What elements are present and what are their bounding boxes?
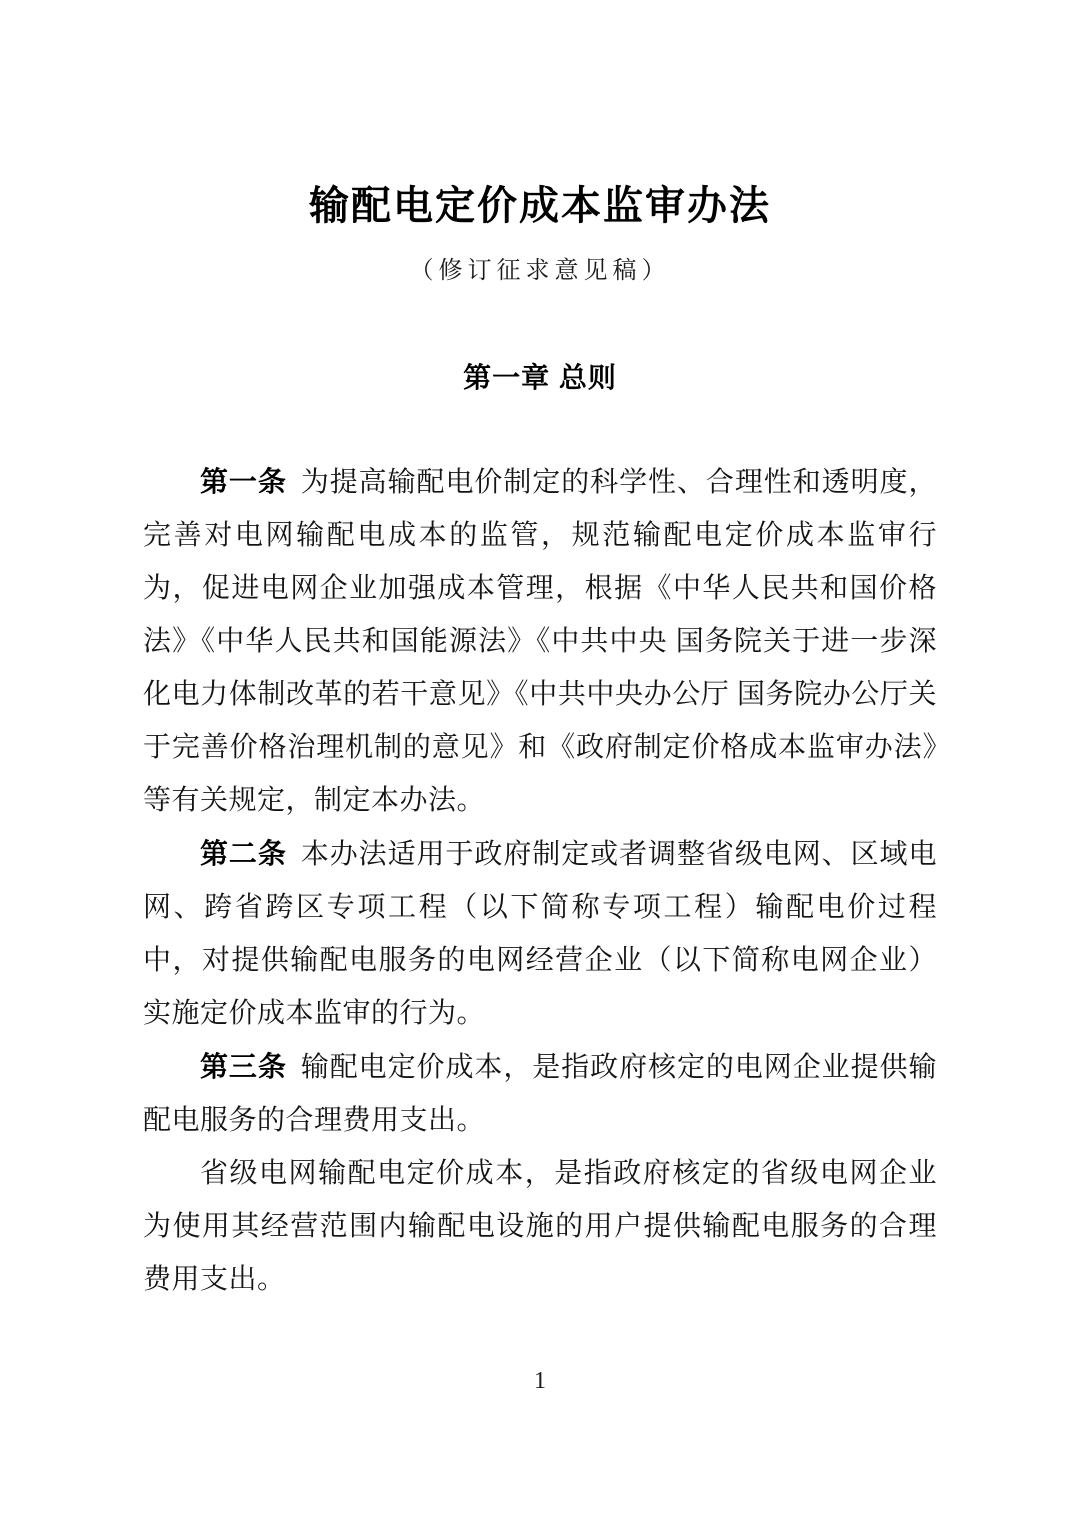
article-1-label: 第一条 <box>200 466 287 497</box>
paragraph-article-3 <box>143 1040 937 1147</box>
continuation-text: 省级电网输配电定价成本，是指政府核定的省级电网企业为使用其经营范围内输配电设施的用户提供输配电服务的合理费用支出。 <box>143 1158 937 1295</box>
article-2-label: 第二条 <box>200 838 287 869</box>
document-title: 输配电定价成本监审办法 <box>309 183 771 228</box>
document-body <box>143 455 937 1306</box>
paragraph-article-2 <box>143 827 937 1040</box>
article-3-text: 输配电定价成本，是指政府核定的电网企业提供输配电服务的合理费用支出。 <box>143 1052 937 1136</box>
paragraph-continuation <box>143 1147 937 1306</box>
page-number: 1 <box>534 1368 546 1394</box>
paragraph-article-1 <box>143 455 937 827</box>
document-subtitle: （修订征求意见稿） <box>409 258 671 284</box>
article-3-label: 第三条 <box>200 1051 287 1082</box>
article-1-text: 为提高输配电价制定的科学性、合理性和透明度，完善对电网输配电成本的监管，规范输配电定价成本监审行为，促进电网企业加强成本管理，根据《中华人民共和国价格法》《中华人民共和国能源法》《中共中央 国务院关于进一步深化电力体制改革的若干意见》《中共中央办公厅 国务院办公厅关于完善价格治理机制的意见》和《政府制定价格成本监审办法》等有关规定，制定本办法。 <box>143 467 937 816</box>
chapter-heading: 第一章 总则 <box>463 362 617 393</box>
article-2-text: 本办法适用于政府制定或者调整省级电网、区域电网、跨省跨区专项工程（以下简称专项工程）输配电价过程中，对提供输配电服务的电网经营企业（以下简称电网企业）实施定价成本监审的行为。 <box>143 839 937 1029</box>
